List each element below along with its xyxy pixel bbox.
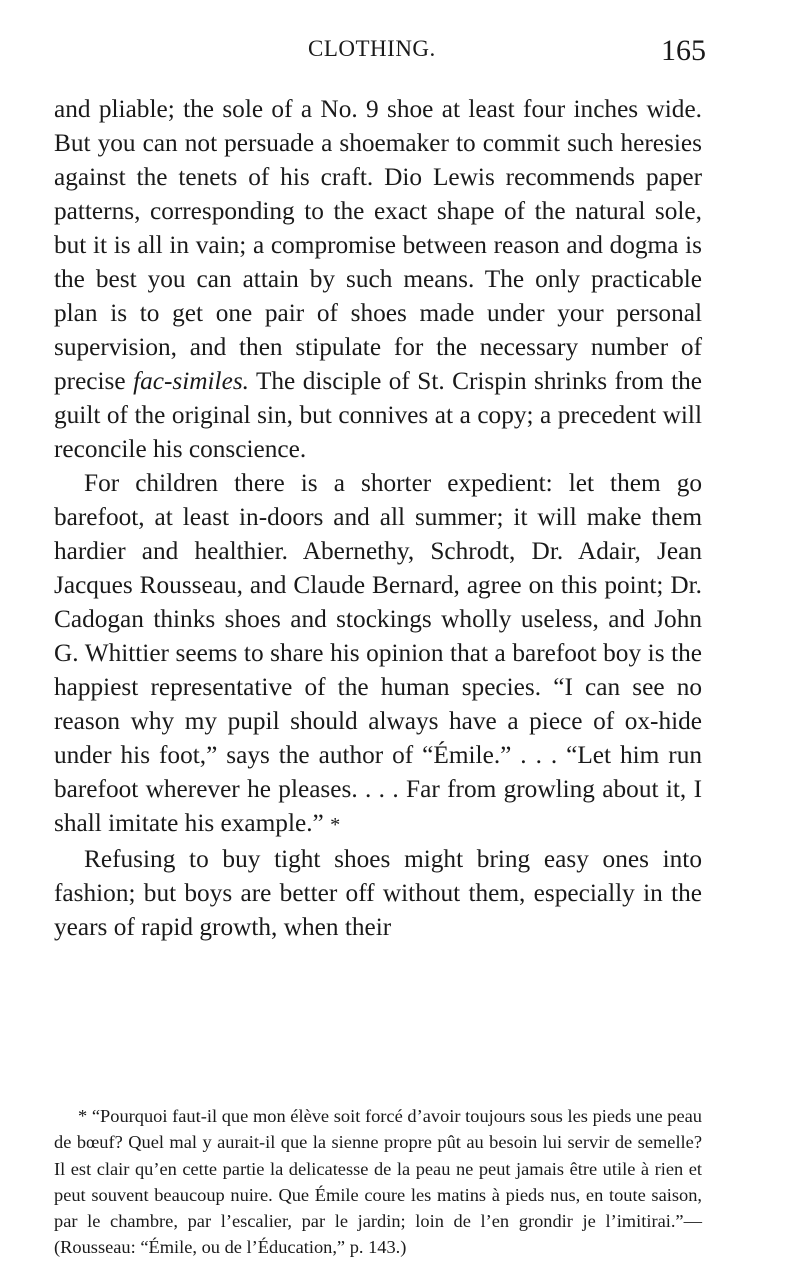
footnote-paragraph bbox=[54, 1103, 702, 1261]
paragraph-1-text: and pliable; the sole of a No. 9 shoe at least four inches wide. But you can not persuade a shoemaker to commit such heresies against the tenets of his craft. Dio Lewis recommends paper patterns, corresponding to the exact shape of the natural sole, but it is all in vain; a compromise between reason and dogma is the best you can attain by such means. The only practicable plan is to get one pair of shoes made under your personal supervision, and then stipulate for the necessary number of precise bbox=[54, 95, 702, 395]
page-header bbox=[60, 30, 706, 70]
paragraph-3-text: Refusing to buy tight shoes might bring easy ones into fashion; but boys are better off without them, especially in the years of rapid growth, when their bbox=[54, 845, 702, 941]
paragraph-1 bbox=[54, 92, 702, 466]
footnote bbox=[54, 1103, 702, 1261]
page-number: 165 bbox=[661, 34, 706, 67]
paragraph-3 bbox=[54, 842, 702, 944]
running-head: CLOTHING. bbox=[308, 36, 436, 61]
paragraph-1-end: The disciple of St. Crispin shrinks from the guilt of the original sin, but connives at a copy; a precedent will reconcile his conscience. bbox=[54, 367, 702, 463]
footnote-text: “Pourquoi faut-il que mon élève soit forcé d’avoir toujours sous les pieds une peau de bœuf? Quel mal y aurait-il que la sienne propre pût au besoin lui servir de semelle? Il est clair qu’en cette partie la delicatesse de la peau ne peut jamais être utile à rien et peut souvent beaucoup nuire. Que Émile coure les matins à pieds nus, en toute saison, par le chambre, par l’escalier, par le jardin; loin de l’en grondir je l’imitirai.”—(Rousseau: “Émile, ou de l’Éducation,” p. 143.) bbox=[54, 1106, 702, 1258]
paragraph-2 bbox=[54, 466, 702, 842]
paragraph-1-italic: fac-similes. bbox=[133, 367, 249, 395]
footnote-marker: * bbox=[78, 1106, 88, 1126]
paragraph-2-text: For children there is a shorter expedient: let them go barefoot, at least in-doors and all summer; it will make them hardier and healthier. Abernethy, Schrodt, Dr. Adair, Jean Jacques Rousseau, and Claude Bernard, agree on this point; Dr. Cadogan thinks shoes and stockings wholly useless, and John G. Whittier seems to share his opinion that a barefoot boy is the happiest representative of the human species. “I can see no reason why my pupil should always have a piece of ox-hide under his foot,” says the author of “Émile.” . . . “Let him run barefoot wherever he pleases. . . . Far from growling about it, I shall imitate his example.” bbox=[54, 469, 702, 837]
footnote-reference: * bbox=[330, 814, 341, 836]
body-text bbox=[54, 92, 702, 944]
